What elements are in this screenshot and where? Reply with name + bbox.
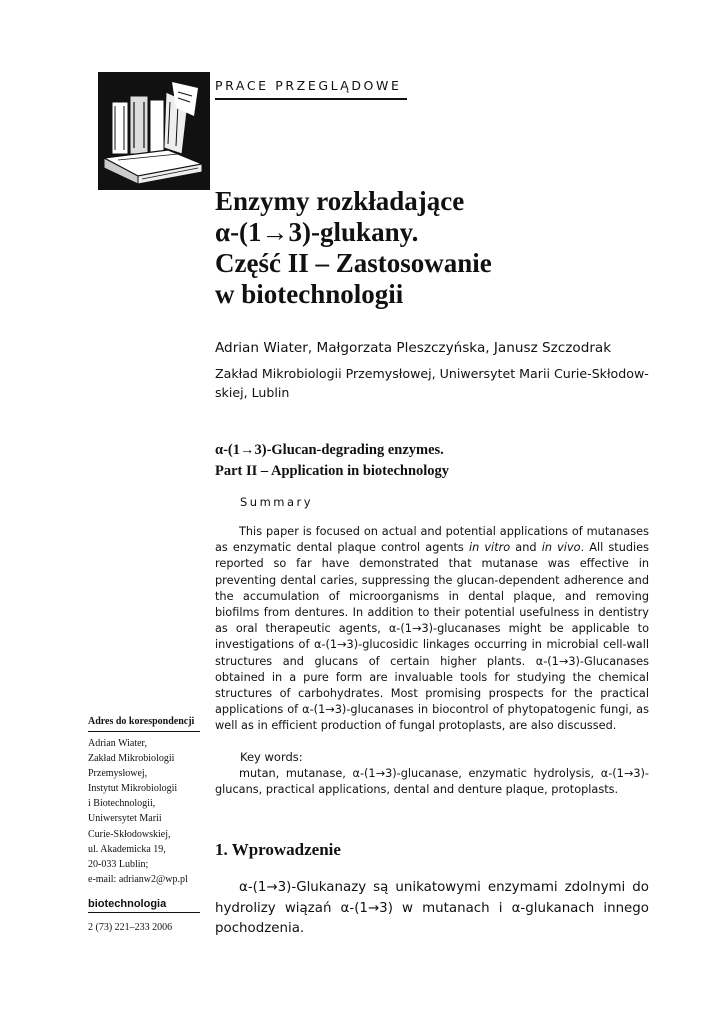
affiliation-line: skiej, Lublin [215,385,290,400]
section-label: PRACE PRZEGLĄDOWE [215,78,402,93]
correspondence-heading: Adres do korespondencji [88,716,195,727]
keywords: mutan, mutanase, α-(1→3)-glucanase, enzymatic hydrolysis, α-(1→3)-glucans, practical applications, dental and denture plaque, protoplasts. [215,767,649,797]
address-line: Adrian Wiater, [88,738,147,749]
abstract-text: and [510,541,542,555]
abstract-italic: in vitro [468,541,511,555]
abstract-italic: in vivo [541,541,581,555]
address-line: Uniwersytet Marii [88,813,162,825]
title-line: Część II – Zastosowanie [215,248,492,278]
abstract-text: This paper is focused on actual and potential applications of mutanases as enzymatic dental plaque control agents [215,525,649,555]
issue-info: 2 (73) 221–233 2006 [88,922,173,933]
english-title-line: α-(1→3)-Glucan-degrading enzymes. [215,442,444,458]
english-title [215,440,449,482]
address-line: Przemysłowej, [88,768,148,780]
address-line: i Biotechnologii, [88,798,156,810]
affiliation [215,364,655,402]
affiliation-line: Zakład Mikrobiologii Przemysłowej, Uniwersytet Marii Curie-Skłodow- [215,366,649,381]
abstract [215,524,649,735]
article-title [215,186,492,310]
address-line: Instytut Mikrobiologii [88,783,178,795]
english-title-line: Part II – Application in biotechnology [215,463,450,479]
address-line: 20-033 Lublin; [88,858,149,870]
abstract-text: . All studies reported so far have demonstrated that mutanase was effective in preventing dental caries, suppressing the glucan-dependent adherence and the accumulation of microorganisms in dental plaque, and removing biofilms from dentures. In addition to their potential usefulness in dentistry as oral therapeutic agents, α-(1→3)-glucanases might be applicable to investigations of α-(1→3)-glucosidic linkages occurring in microbial cell-wall structures and glucans of certain higher plants. α-(1→3)-Glucanases obtained in a pure form are invaluable tools for studying the chemical structures of carbohydrates. Most promising prospects for the practical applications of α-(1→3)-glucanases in biocontrol of phytopatogenic fungi, as well as in efficient production of fungal protoplasts, are also discussed. [215,541,650,733]
address-line: Zakład Mikrobiologii [88,753,175,765]
correspondence-divider [88,731,200,732]
keywords-heading: Key words: [240,750,303,764]
title-line: α-(1→3)-glukany. [215,217,419,247]
journal-name: biotechnologia [88,898,167,910]
email-line: e-mail: adrianw2@wp.pl [88,873,188,885]
intro-paragraph: α-(1→3)-Glukanazy są unikatowymi enzymami zdolnymi do hydrolizy wiązań α-(1→3) w mutanach i α-glukanach innego pochodzenia. [215,880,649,936]
address-line: Curie-Skłodowskiej, [88,828,171,840]
correspondence-address [88,736,188,887]
title-line: Enzymy rozkładające [215,186,465,216]
authors: Adrian Wiater, Małgorzata Pleszczyńska, Janusz Szczodrak [215,340,612,356]
section-divider [215,98,407,100]
address-line: ul. Akademicka 19, [88,843,166,855]
books-icon [98,72,210,190]
section-heading: 1. Wprowadzenie [215,840,341,859]
summary-heading: Summary [240,495,314,509]
journal-divider [88,912,200,913]
title-line: w biotechnologii [215,279,404,309]
